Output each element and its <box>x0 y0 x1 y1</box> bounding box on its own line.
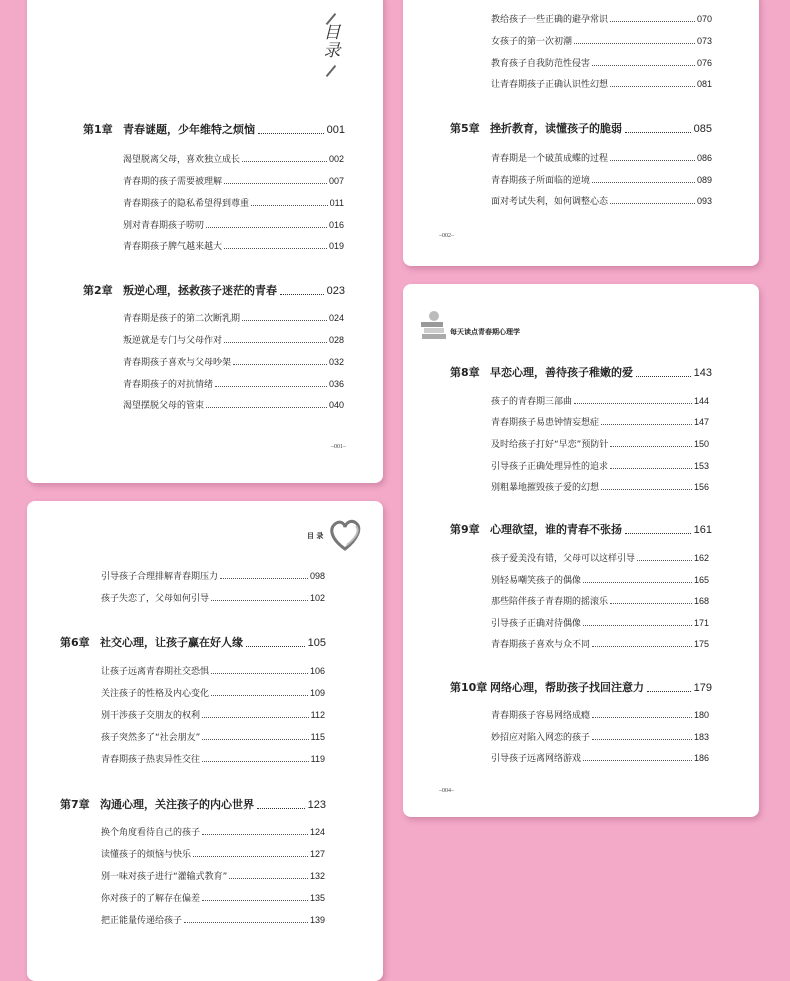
page-number: 011 <box>329 198 344 208</box>
toc-item[interactable] <box>491 551 709 564</box>
page-number: 073 <box>696 36 712 46</box>
leader-dots <box>583 625 692 626</box>
page-number: 016 <box>328 220 344 230</box>
item-title: 青春期孩子喜欢与众不同 <box>491 640 591 650</box>
leader-dots <box>610 203 695 204</box>
leader-dots <box>206 407 327 408</box>
page-number: 139 <box>309 915 325 925</box>
toc-item[interactable] <box>123 218 344 231</box>
chapter-title: 叛逆心理，拯救孩子迷茫的青春 <box>123 284 277 297</box>
item-title: 别一味对孩子进行“灌输式教育” <box>101 872 228 882</box>
chapter-number: 第7章 <box>60 798 90 811</box>
toc-page-2 <box>403 0 759 266</box>
item-title: 孩子爱美没有错，父母可以这样引导 <box>491 554 636 564</box>
item-title: 别对青春期孩子唠叨 <box>123 221 205 231</box>
book-stack-logo-icon <box>418 308 452 344</box>
leader-dots <box>647 690 691 692</box>
leader-dots <box>206 227 327 228</box>
item-title: 你对孩子的了解存在偏差 <box>101 894 201 904</box>
leader-dots <box>610 446 692 447</box>
leader-dots <box>601 489 692 490</box>
page-folio: –004– <box>439 788 454 794</box>
chapter-number: 第9章 <box>450 523 480 536</box>
toc-item[interactable] <box>101 730 325 743</box>
leader-dots <box>601 424 692 425</box>
item-title: 教给孩子一些正确的避孕常识 <box>491 15 609 25</box>
chapter-entry[interactable] <box>83 282 345 298</box>
chapter-title: 社交心理，让孩子赢在好人缘 <box>100 636 243 649</box>
chapter-entry[interactable] <box>450 521 712 537</box>
leader-dots <box>636 375 691 377</box>
page-number: 106 <box>309 666 325 676</box>
toc-item[interactable] <box>101 869 325 882</box>
leader-dots <box>215 386 327 387</box>
toc-item[interactable] <box>491 437 709 450</box>
chapter-title: 青春谜题，少年维特之烦恼 <box>123 123 255 136</box>
item-title: 读懂孩子的烦恼与快乐 <box>101 850 192 860</box>
leader-dots <box>257 807 305 809</box>
item-title: 及时给孩子打好“早恋”预防针 <box>491 440 609 450</box>
leader-dots <box>224 248 327 249</box>
item-title: 让青春期孩子正确认识性幻想 <box>491 80 609 90</box>
chapter-entry[interactable] <box>450 120 712 136</box>
page-number: 186 <box>693 753 709 763</box>
page-number: 147 <box>693 417 709 427</box>
toc-item[interactable] <box>491 394 709 407</box>
item-title: 孩子失恋了，父母如何引导 <box>101 594 210 604</box>
toc-item[interactable] <box>101 591 325 604</box>
item-title: 青春期孩子的隐私希望得到尊重 <box>123 199 250 209</box>
page-folio: –002– <box>439 233 454 239</box>
toc-item[interactable] <box>101 569 325 582</box>
chapter-entry[interactable] <box>450 364 712 380</box>
page-number: 165 <box>693 575 709 585</box>
leader-dots <box>211 600 308 601</box>
leader-dots <box>610 603 692 604</box>
toc-item[interactable] <box>101 752 325 765</box>
item-title: 换个角度看待自己的孩子 <box>101 828 201 838</box>
chapter-entry[interactable] <box>60 634 326 650</box>
item-title: 教育孩子自我防范性侵害 <box>491 59 591 69</box>
toc-item[interactable] <box>491 637 709 650</box>
chapter-entry[interactable] <box>60 796 326 812</box>
leader-dots <box>625 131 691 133</box>
leader-dots <box>592 739 692 740</box>
page-number: 076 <box>696 58 712 68</box>
leader-dots <box>251 205 328 206</box>
toc-item[interactable] <box>491 173 712 186</box>
toc-item[interactable] <box>123 174 344 187</box>
toc-item[interactable] <box>123 152 344 165</box>
leader-dots <box>610 160 695 161</box>
item-title: 引导孩子合理排解青春期压力 <box>101 572 219 582</box>
item-title: 别粗暴地摧毁孩子爱的幻想 <box>491 483 600 493</box>
toc-item[interactable] <box>491 151 712 164</box>
leader-dots <box>610 21 695 22</box>
item-title: 别轻易嘲笑孩子的偶像 <box>491 576 582 586</box>
toc-item[interactable] <box>491 415 709 428</box>
toc-item[interactable] <box>491 56 712 69</box>
item-title: 那些陪伴孩子青春期的摇滚乐 <box>491 597 609 607</box>
page-number: 180 <box>693 710 709 720</box>
toc-item[interactable] <box>123 377 344 390</box>
item-title: 青春期的孩子需要被理解 <box>123 177 223 187</box>
item-title: 引导孩子正确对待偶像 <box>491 619 582 629</box>
item-title: 女孩子的第一次初潮 <box>491 37 573 47</box>
toc-item[interactable] <box>491 616 709 629</box>
page-number: 023 <box>326 285 345 297</box>
leader-dots <box>592 182 695 183</box>
item-title: 面对考试失利，如何调整心态 <box>491 197 609 207</box>
leader-dots <box>574 43 695 44</box>
page-number: 019 <box>328 241 344 251</box>
item-title: 青春期孩子所面临的逆境 <box>491 176 591 186</box>
page-number: 124 <box>309 827 325 837</box>
chapter-number: 第6章 <box>60 636 90 649</box>
item-title: 孩子的青春期三部曲 <box>491 397 573 407</box>
toc-item[interactable] <box>101 847 325 860</box>
toc-item[interactable] <box>101 913 325 926</box>
item-title: 让孩子远离青春期社交恐惧 <box>101 667 210 677</box>
chapter-title: 心理欲望，谁的青春不张扬 <box>490 523 622 536</box>
leader-dots <box>583 582 692 583</box>
page-number: 153 <box>693 461 709 471</box>
toc-item[interactable] <box>123 196 344 209</box>
page-number: 156 <box>693 482 709 492</box>
toc-item[interactable] <box>491 480 709 493</box>
toc-item[interactable] <box>491 459 709 472</box>
leader-dots <box>242 161 327 162</box>
page-number: 001 <box>326 124 345 136</box>
leader-dots <box>220 578 308 579</box>
page-number: 040 <box>328 400 344 410</box>
leader-dots <box>592 717 692 718</box>
chapter-title: 早恋心理，善待孩子稚嫩的爱 <box>490 366 633 379</box>
item-title: 青春期孩子热衷异性交往 <box>101 755 201 765</box>
item-title: 青春期孩子脾气越来越大 <box>123 242 223 252</box>
item-title: 渴望摆脱父母的管束 <box>123 401 205 411</box>
page-number: 179 <box>693 682 712 694</box>
page-number: 070 <box>696 14 712 24</box>
leader-dots <box>211 673 308 674</box>
toc-item[interactable] <box>491 708 709 721</box>
page-number: 028 <box>328 335 344 345</box>
page-number: 119 <box>310 754 325 764</box>
page-number: 007 <box>328 176 344 186</box>
leader-dots <box>211 695 308 696</box>
page-number: 168 <box>693 596 709 606</box>
item-title: 引导孩子正确处理异性的追求 <box>491 462 609 472</box>
toc-item[interactable] <box>101 891 325 904</box>
page-number: 002 <box>328 154 344 164</box>
leader-dots <box>592 646 692 647</box>
page-number: 089 <box>696 175 712 185</box>
page-folio: –001– <box>331 444 346 450</box>
toc-title-char: 目 <box>323 23 341 43</box>
toc-item[interactable] <box>491 594 709 607</box>
leader-dots <box>625 532 691 534</box>
page-number: 144 <box>693 396 709 406</box>
leader-dots <box>242 320 327 321</box>
toc-page-1 <box>27 0 383 483</box>
chapter-title: 挫折教育，读懂孩子的脆弱 <box>490 122 622 135</box>
leader-dots <box>202 717 309 718</box>
leader-dots <box>610 468 692 469</box>
leader-dots <box>246 645 305 647</box>
item-title: 妙招应对陷入网恋的孩子 <box>491 733 591 743</box>
toc-item[interactable] <box>491 751 709 764</box>
leader-dots <box>258 132 324 134</box>
item-title: 青春期是一个破茧成蝶的过程 <box>491 154 609 164</box>
page-number: 102 <box>309 593 325 603</box>
chapter-number: 第10章 <box>450 681 488 694</box>
chapter-number: 第5章 <box>450 122 480 135</box>
toc-item[interactable] <box>491 730 709 743</box>
page-number: 183 <box>693 732 709 742</box>
leader-dots <box>233 364 327 365</box>
page-number: 123 <box>307 799 326 811</box>
toc-page-3 <box>27 501 383 981</box>
title-decor-slash <box>326 65 337 77</box>
leader-dots <box>224 342 327 343</box>
page-number: 143 <box>693 367 712 379</box>
page-number: 098 <box>309 571 325 581</box>
running-header: 每天读点青春期心理学 <box>450 328 520 336</box>
page-number: 161 <box>693 524 712 536</box>
item-title: 关注孩子的性格及内心变化 <box>101 689 210 699</box>
toc-item[interactable] <box>491 573 709 586</box>
chapter-number: 第2章 <box>83 284 113 297</box>
page-number: 127 <box>309 849 325 859</box>
leader-dots <box>202 761 309 762</box>
leader-dots <box>184 922 308 923</box>
item-title: 把正能量传递给孩子 <box>101 916 183 926</box>
item-title: 青春期孩子容易网络成瘾 <box>491 711 591 721</box>
leader-dots <box>229 878 308 879</box>
chapter-entry[interactable] <box>450 679 712 695</box>
leader-dots <box>193 856 308 857</box>
toc-item[interactable] <box>491 194 712 207</box>
item-title: 引导孩子远离网络游戏 <box>491 754 582 764</box>
leader-dots <box>224 183 327 184</box>
leader-dots <box>592 65 695 66</box>
chapter-entry[interactable] <box>83 121 345 137</box>
toc-title-char: 录 <box>323 40 341 61</box>
leader-dots <box>202 834 308 835</box>
chapter-title: 网络心理，帮助孩子找回注意力 <box>490 681 644 694</box>
leader-dots <box>637 560 692 561</box>
page-number: 132 <box>309 871 325 881</box>
page-number: 162 <box>693 553 709 563</box>
toc-item[interactable] <box>101 708 325 721</box>
item-title: 叛逆就是专门与父母作对 <box>123 336 223 346</box>
toc-item[interactable] <box>101 686 325 699</box>
toc-item[interactable] <box>123 239 344 252</box>
item-title: 青春期孩子易患钟情妄想症 <box>491 418 600 428</box>
page-number: 171 <box>693 618 709 628</box>
page-number: 115 <box>310 732 325 742</box>
item-title: 青春期是孩子的第二次断乳期 <box>123 314 241 324</box>
page-number: 081 <box>696 79 712 89</box>
page-number: 105 <box>307 637 326 649</box>
item-title: 别干涉孩子交朋友的权利 <box>101 711 201 721</box>
toc-item[interactable] <box>491 34 712 47</box>
page-number: 024 <box>328 313 344 323</box>
toc-item[interactable] <box>123 311 344 324</box>
toc-page-4 <box>403 284 759 817</box>
leader-dots <box>280 293 324 295</box>
page-number: 175 <box>693 639 709 649</box>
page-number: 112 <box>310 710 325 720</box>
chapter-number: 第1章 <box>83 123 113 136</box>
toc-item[interactable] <box>491 77 712 90</box>
toc-item[interactable] <box>123 333 344 346</box>
page-number: 032 <box>328 357 344 367</box>
toc-item[interactable] <box>101 664 325 677</box>
page-number: 085 <box>693 123 712 135</box>
leader-dots <box>202 900 308 901</box>
item-title: 孩子突然多了“社会朋友” <box>101 733 201 743</box>
page-number: 109 <box>309 688 325 698</box>
chapter-number: 第8章 <box>450 366 480 379</box>
item-title: 青春期孩子的对抗情绪 <box>123 380 214 390</box>
page-number: 036 <box>328 379 344 389</box>
page-number: 093 <box>696 196 712 206</box>
item-title: 渴望脱离父母，喜欢独立成长 <box>123 155 241 165</box>
heart-icon <box>327 515 363 553</box>
page-number: 135 <box>309 893 325 903</box>
leader-dots <box>583 760 692 761</box>
toc-item[interactable] <box>491 12 712 25</box>
leader-dots <box>202 739 308 740</box>
leader-dots <box>610 86 695 87</box>
toc-item[interactable] <box>123 398 344 411</box>
leader-dots <box>574 403 692 404</box>
item-title: 青春期孩子喜欢与父母吵架 <box>123 358 232 368</box>
chapter-title: 沟通心理，关注孩子的内心世界 <box>100 798 254 811</box>
running-header: 目 录 <box>307 532 324 540</box>
toc-item[interactable] <box>101 825 325 838</box>
page-number: 150 <box>693 439 709 449</box>
toc-title <box>320 25 344 61</box>
toc-item[interactable] <box>123 355 344 368</box>
page-number: 086 <box>696 153 712 163</box>
